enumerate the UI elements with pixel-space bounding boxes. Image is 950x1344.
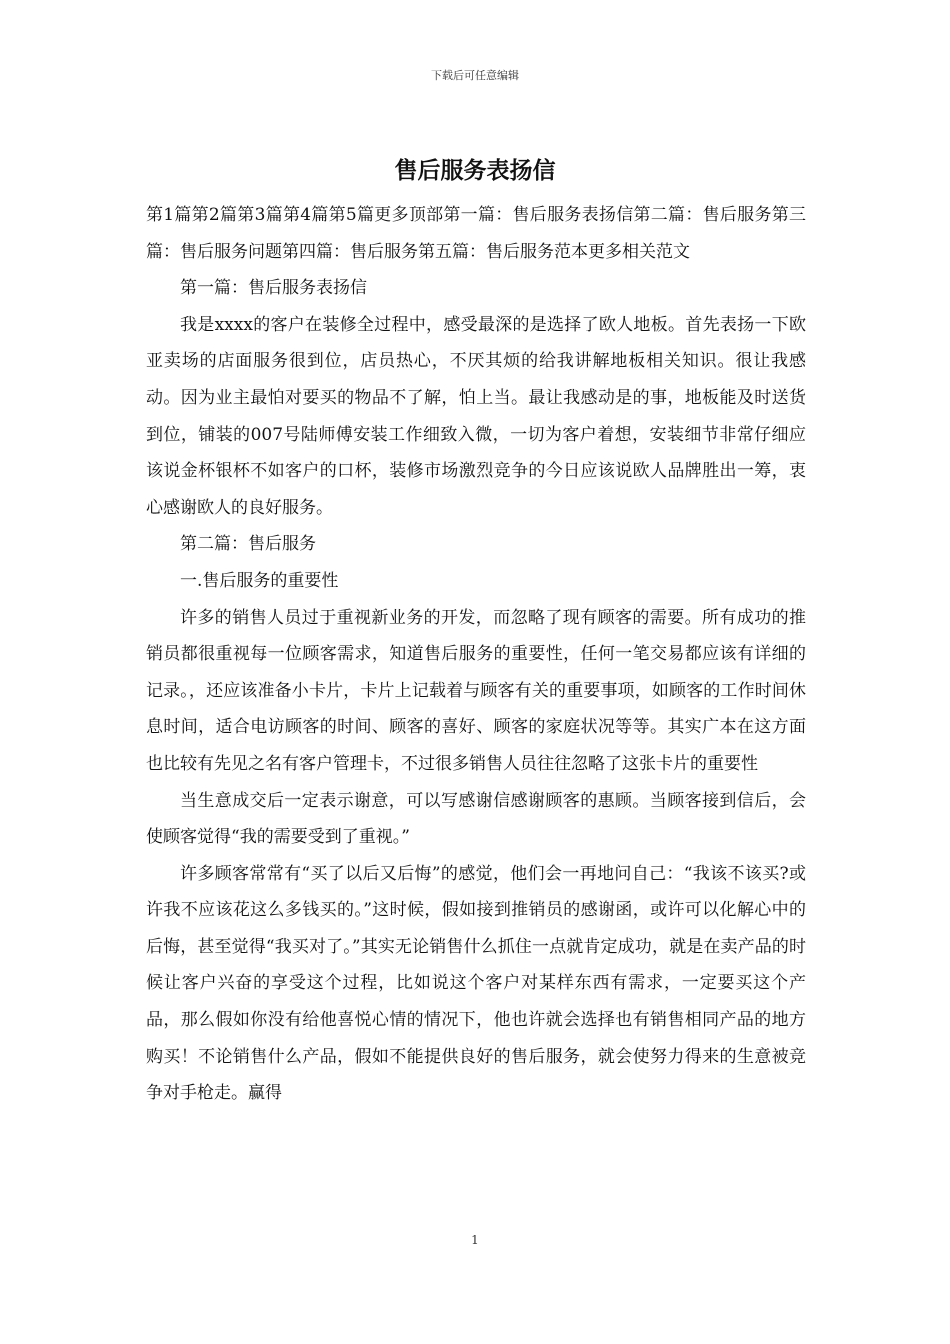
toc-paragraph: 第1篇第2篇第3篇第4篇第5篇更多顶部第一篇：售后服务表扬信第二篇：售后服务第三篇：售后服务问题第四篇：售后服务第五篇：售后服务范本更多相关范文 <box>146 205 806 262</box>
section-heading-1: 第一篇：售后服务表扬信 <box>180 278 367 299</box>
section-heading-2: 第二篇：售后服务 <box>180 534 316 555</box>
body-paragraph: 许多的销售人员过于重视新业务的开发，而忽略了现有顾客的需要。所有成功的推销员都很重视每一位顾客需求，知道售后服务的重要性，任何一笔交易都应该有详细的记录。，还应该准备小卡片，卡片上记载着与顾客有关的重要事项，如顾客的工作时间休息时间，适合电访顾客的时间、顾客的喜好、顾客的家庭状况等等。其实广本在这方面也比较有先见之名有客户管理卡，不过很多销售人员往往忽略了这张卡片的重要性 <box>146 607 806 774</box>
page-title: 售后服务表扬信 <box>394 157 556 184</box>
body-paragraph: 许多顾客常常有“买了以后又后悔”的感觉，他们会一再地问自己：“我该不该买?或许我不应该花这么多钱买的。”这时候，假如接到推销员的感谢函，或许可以化解心中的后悔，甚至觉得“我买对了。”其实无论销售什么抓住一点就肯定成功，就是在卖产品的时候让客户兴奋的享受这个过程，比如说这个客户对某样东西有需求，一定要买这个产品，那么假如你没有给他喜悦心情的情况下，他也许就会选择也有销售相同产品的地方购买！不论销售什么产品，假如不能提供良好的售后服务，就会使努力得来的生意被竞争对手枪走。赢得 <box>146 863 806 1104</box>
document-body <box>146 197 806 1112</box>
subsection-heading: 一.售后服务的重要性 <box>180 570 339 591</box>
page-number: 1 <box>471 1233 479 1247</box>
body-paragraph: 当生意成交后一定表示谢意，可以写感谢信感谢顾客的惠顾。当顾客接到信后，会使顾客觉得“我的需要受到了重视。” <box>146 790 806 848</box>
page-header: 下载后可任意编辑 <box>431 69 519 82</box>
body-paragraph: 我是xxxx的客户在装修全过程中，感受最深的是选择了欧人地板。首先表扬一下欧亚卖场的店面服务很到位，店员热心，不厌其烦的给我讲解地板相关知识。很让我感动。因为业主最怕对要买的物品不了解，怕上当。最让我感动是的事，地板能及时送货到位，铺装的007号陆师傅安装工作细致入微，一切为客户着想，安装细节非常仔细应该说金杯银杯不如客户的口杯，装修市场激烈竞争的今日应该说欧人品牌胜出一筹，衷心感谢欧人的良好服务。 <box>146 314 806 518</box>
